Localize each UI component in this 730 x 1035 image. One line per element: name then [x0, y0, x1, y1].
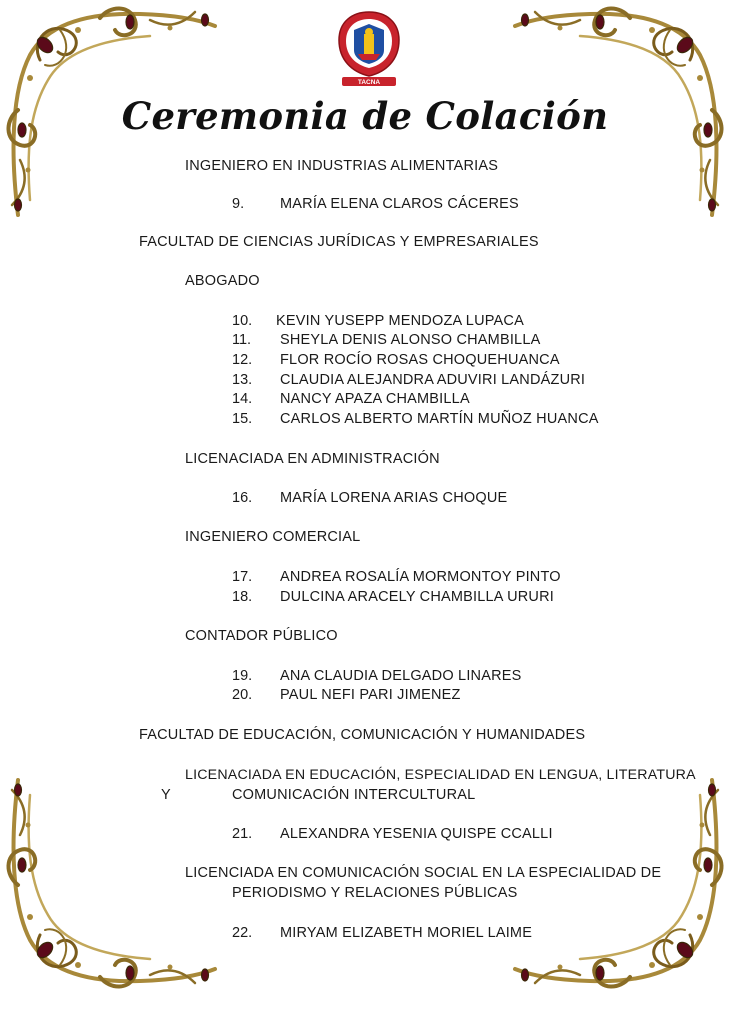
degree-heading-conjunction: Y — [161, 787, 171, 803]
graduate-number: 18. — [232, 589, 253, 605]
graduate-name: FLOR ROCÍO ROSAS CHOQUEHUANCA — [280, 352, 560, 368]
graduate-number: 12. — [232, 352, 253, 368]
graduate-name: ANA CLAUDIA DELGADO LINARES — [280, 668, 522, 684]
degree-heading-continued: COMUNICACIÓN INTERCULTURAL — [232, 787, 476, 803]
graduate-number: 11. — [232, 332, 252, 348]
graduate-number: 22. — [232, 925, 253, 941]
graduate-name: CARLOS ALBERTO MARTÍN MUÑOZ HUANCA — [280, 411, 599, 427]
graduate-name: MARÍA ELENA CLAROS CÁCERES — [280, 196, 519, 212]
graduate-name: ANDREA ROSALÍA MORMONTOY PINTO — [280, 569, 561, 585]
graduate-number: 9. — [232, 196, 245, 212]
page-title: Ceremonia de Colación — [121, 94, 609, 138]
graduate-number: 13. — [232, 372, 253, 388]
graduate-name: DULCINA ARACELY CHAMBILLA URURI — [280, 589, 554, 605]
graduate-name: PAUL NEFI PARI JIMENEZ — [280, 687, 461, 703]
graduate-name: SHEYLA DENIS ALONSO CHAMBILLA — [280, 332, 541, 348]
degree-heading: INGENIERO EN INDUSTRIAS ALIMENTARIAS — [185, 158, 499, 174]
graduate-number: 20. — [232, 687, 253, 703]
degree-heading: LICENACIADA EN ADMINISTRACIÓN — [185, 451, 440, 467]
degree-heading-continued: PERIODISMO Y RELACIONES PÚBLICAS — [232, 885, 518, 901]
graduate-number: 21. — [232, 826, 253, 842]
graduate-number: 16. — [232, 490, 253, 506]
graduate-number: 17. — [232, 569, 253, 585]
graduate-number: 19. — [232, 668, 253, 684]
graduate-name: KEVIN YUSEPP MENDOZA LUPACA — [276, 313, 524, 329]
degree-heading: ABOGADO — [185, 273, 260, 289]
degree-heading: INGENIERO COMERCIAL — [185, 529, 361, 545]
graduate-name: MARÍA LORENA ARIAS CHOQUE — [280, 490, 508, 506]
degree-heading: LICENACIADA EN EDUCACIÓN, ESPECIALIDAD EN LENGUA, LITERATURA — [185, 767, 696, 783]
graduate-number: 15. — [232, 411, 253, 427]
graduate-name: NANCY APAZA CHAMBILLA — [280, 391, 470, 407]
graduate-number: 14. — [232, 391, 253, 407]
faculty-heading: FACULTAD DE EDUCACIÓN, COMUNICACIÓN Y HUMANIDADES — [139, 727, 586, 743]
degree-heading: LICENCIADA EN COMUNICACIÓN SOCIAL EN LA ESPECIALIDAD DE — [185, 865, 662, 881]
graduate-name: ALEXANDRA YESENIA QUISPE CCALLI — [280, 826, 553, 842]
graduate-name: MIRYAM ELIZABETH MORIEL LAIME — [280, 925, 533, 941]
faculty-heading: FACULTAD DE CIENCIAS JURÍDICAS Y EMPRESARIALES — [139, 234, 539, 250]
graduate-name: CLAUDIA ALEJANDRA ADUVIRI LANDÁZURI — [280, 372, 586, 388]
degree-heading: CONTADOR PÚBLICO — [185, 628, 338, 644]
emblem-band-text: TACNA — [357, 79, 381, 86]
graduate-number: 10. — [232, 313, 253, 329]
